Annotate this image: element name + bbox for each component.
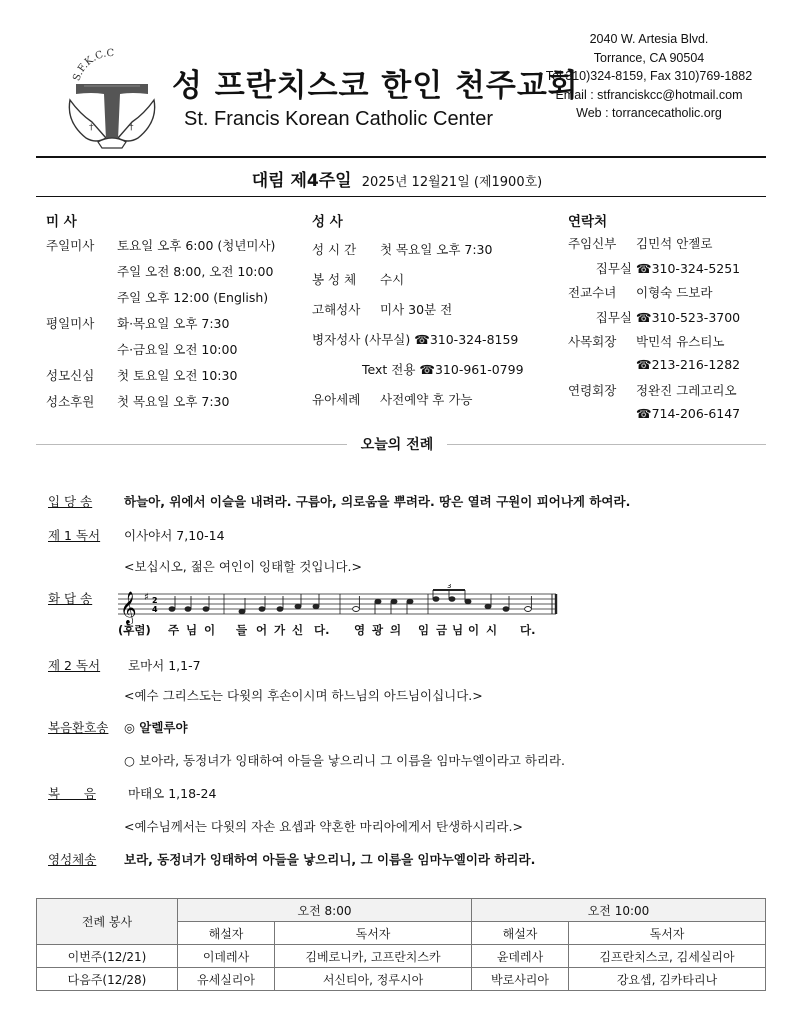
contact-value: 714-206-6147 [651, 405, 741, 421]
psalm-response-tag: (후렴) [118, 623, 151, 637]
mass-label: 평일미사 [46, 316, 95, 331]
contact-value: 213-216-1282 [651, 356, 741, 372]
lyric-syllable: 이 [468, 623, 480, 637]
communion-antiphon: 보라, 동정녀가 잉태하여 아들을 낳으리니, 그 이름을 임마누엘이라 하리라. [124, 852, 536, 867]
sacrament-label: 봉 성 체 [312, 272, 357, 287]
lyric-syllable: 영 [354, 623, 366, 637]
contact-value: 정완진 그레고리오 [636, 383, 737, 398]
gospel-summary: <예수님께서는 다윗의 자손 요셉과 약혼한 마리아에게서 탄생하시리라.> [124, 819, 523, 834]
lyric-syllable: 님 [452, 623, 464, 637]
contact-label: 집무실 [595, 260, 632, 276]
phone-icon: ☎ [419, 362, 435, 377]
contact-value: 310-324-5251 [651, 260, 741, 276]
mass-label: 주일미사 [46, 238, 95, 253]
sacrament-value: 첫 목요일 오후 7:30 [380, 242, 493, 257]
mass-heading: 미 사 [46, 214, 77, 230]
sacrament-label: 고해성사 [312, 302, 361, 317]
lyric-syllable: 광 [372, 623, 384, 637]
reader-cell: 강요셉, 김카타리나 [569, 968, 766, 991]
lyric-syllable: 금 [436, 623, 448, 637]
phone-icon: ☎ [414, 332, 430, 347]
reading2-label: 제 2 독서 [48, 658, 101, 673]
week-cell: 이번주(12/21) [37, 945, 178, 968]
week-heading [0, 166, 794, 191]
col-reader: 독서자 [275, 922, 472, 945]
lyric-syllable: 어 [256, 623, 268, 637]
sacrament-label: 병자성사 (사무실) [312, 332, 411, 347]
sharp-icon: ♯ [144, 592, 149, 603]
reading1-summary: <보십시오, 젊은 여인이 잉태할 것입니다.> [124, 559, 362, 574]
lyric-syllable: 다. [314, 623, 330, 637]
church-name-english: St. Francis Korean Catholic Center [184, 108, 494, 130]
psalm-label: 화 답 송 [48, 591, 93, 606]
week-cell: 다음주(12/28) [37, 968, 178, 991]
col-commentator: 해설자 [472, 922, 569, 945]
col-reader: 독서자 [569, 922, 766, 945]
phone-line: Tel 310)324-8159, Fax 310)769-1882 [545, 69, 753, 83]
sacrament-label: 유아세례 [312, 392, 361, 407]
svg-text:S.F.K.C.C [71, 48, 114, 83]
contact-label: 집무실 [595, 309, 632, 325]
gospel-reference: 마태오 1,18-24 [128, 786, 217, 801]
sacrament-label: 성 시 간 [312, 242, 357, 257]
treble-clef-icon: 𝄞 [120, 591, 137, 624]
commentator-cell: 이데레사 [178, 945, 275, 968]
mass-value: 첫 목요일 오후 7:30 [117, 394, 230, 409]
phone-icon: ☎ [636, 260, 652, 276]
mass-value: 토요일 오후 6:00 (청년미사) [117, 238, 276, 253]
sacraments-heading: 성 사 [312, 214, 343, 230]
mass1-header: 오전 8:00 [178, 899, 472, 922]
reader-cell: 서신티아, 정루시아 [275, 968, 472, 991]
mass-value: 주일 오전 8:00, 오전 10:00 [117, 264, 274, 279]
week-title: 대림 제4주일 [251, 171, 352, 191]
phone-icon: ☎ [636, 356, 652, 372]
entrance-antiphon: 하늘아, 위에서 이슬을 내려라. 구름아, 의로움을 뿌려라. 땅은 열려 구원이 피어나게 하여라. [124, 494, 631, 509]
alleluia-verse: ○ 보아라, 동정녀가 잉태하여 아들을 낳으리니 그 이름을 임마누엘이라고 하리라. [124, 753, 566, 768]
sacrament-value: 310-961-0799 [434, 362, 524, 377]
psalm-music-staff [118, 584, 568, 624]
email-line[interactable]: Email : stfranciskcc@hotmail.com [555, 87, 743, 102]
lyric-syllable: 의 [390, 623, 402, 637]
table-corner: 전례 봉사 [37, 899, 178, 945]
col-commentator: 해설자 [178, 922, 275, 945]
contact-value: 이형숙 드보라 [636, 285, 713, 300]
gospel-label: 복 음 [48, 786, 96, 801]
reading2-reference: 로마서 1,1-7 [128, 658, 201, 673]
liturgy-heading: 오늘의 전례 [347, 437, 448, 453]
mass2-header: 오전 10:00 [472, 899, 766, 922]
phone-icon: ☎ [636, 309, 652, 325]
entrance-label: 입 당 송 [48, 494, 93, 509]
contact-label: 사목회장 [568, 334, 617, 349]
contact-block [524, 30, 774, 123]
address-line-2: Torrance, CA 90504 [593, 50, 705, 65]
commentator-cell: 윤데레사 [472, 945, 569, 968]
time-sig-bottom: 4 [152, 605, 158, 614]
sacrament-value: 사전예약 후 가능 [380, 392, 473, 407]
reading1-reference: 이사야서 7,10-14 [124, 528, 225, 543]
svg-text:†: † [89, 123, 94, 133]
table-row [37, 968, 766, 991]
address-line-1: 2040 W. Artesia Blvd. [589, 32, 709, 46]
week-divider [36, 196, 766, 197]
contacts-list [568, 234, 740, 430]
sacrament-value: 미사 30분 전 [380, 302, 453, 317]
lyric-syllable: 임 [418, 623, 430, 637]
lyric-syllable: 신 [292, 623, 304, 637]
alleluia-label: 복음환호송 [48, 720, 109, 735]
sacrament-value: 수시 [380, 272, 405, 287]
phone-icon: ☎ [636, 405, 652, 421]
sacrament-label: Text 전용 [362, 362, 416, 377]
liturgy-heading-wrap [0, 434, 794, 454]
liturgy-service-table [36, 898, 766, 991]
week-date: 2025년 12월21일 (제1900호) [361, 175, 543, 190]
lyric-syllable: 가 [274, 623, 286, 637]
mass-label: 성소후원 [46, 394, 95, 409]
contact-label: 주임신부 [568, 236, 617, 251]
sacraments-schedule [312, 240, 524, 420]
communion-label: 영성체송 [48, 852, 97, 867]
alleluia-title: ◎ 알렐루야 [124, 720, 188, 735]
mass-value: 주일 오후 12:00 (English) [117, 290, 269, 305]
church-logo [62, 42, 162, 152]
lyric-syllable: 다. [520, 623, 536, 637]
mass-label: 성모신심 [46, 368, 95, 383]
lyric-syllable: 주 [168, 623, 180, 637]
header-divider [36, 156, 766, 158]
lyric-syllable: 이 [204, 623, 216, 637]
contact-value: 김민석 안젤로 [636, 236, 713, 251]
lyric-syllable: 들 [236, 623, 248, 637]
psalm-lyrics [118, 622, 558, 638]
contact-label: 연령회장 [568, 383, 617, 398]
contact-value: 310-523-3700 [651, 309, 741, 325]
mass-value: 수·금요일 오전 10:00 [117, 342, 238, 357]
reader-cell: 김프란치스코, 김세실리아 [569, 945, 766, 968]
sacrament-value: 310-324-8159 [429, 332, 519, 347]
reader-cell: 김베로니카, 고프란치스카 [275, 945, 472, 968]
lyric-syllable: 시 [486, 623, 498, 637]
web-line[interactable]: Web : torrancecatholic.org [576, 106, 722, 120]
reading2-summary: <예수 그리스도는 다윗의 후손이시며 하느님의 아드님이십니다.> [124, 688, 483, 703]
logo-text: S.F.K.C.C [71, 47, 115, 83]
lyric-syllable: 님 [186, 623, 198, 637]
triplet-mark: 3 [447, 584, 452, 590]
table-row [37, 945, 766, 968]
commentator-cell: 박로사리아 [472, 968, 569, 991]
contact-value: 박민석 유스티노 [636, 334, 725, 349]
mass-value: 첫 토요일 오전 10:30 [117, 368, 238, 383]
church-name-korean: 성 프란치스코 한인 천주교회 [172, 68, 579, 104]
contacts-heading: 연락처 [568, 214, 608, 230]
mass-value: 화·목요일 오후 7:30 [117, 316, 230, 331]
notes [169, 590, 531, 614]
commentator-cell: 유세실리아 [178, 968, 275, 991]
time-sig-top: 2 [152, 596, 158, 605]
reading1-label: 제 1 독서 [48, 528, 101, 543]
mass-schedule [46, 236, 275, 418]
svg-text:†: † [129, 123, 134, 133]
contact-label: 전교수녀 [568, 285, 617, 300]
